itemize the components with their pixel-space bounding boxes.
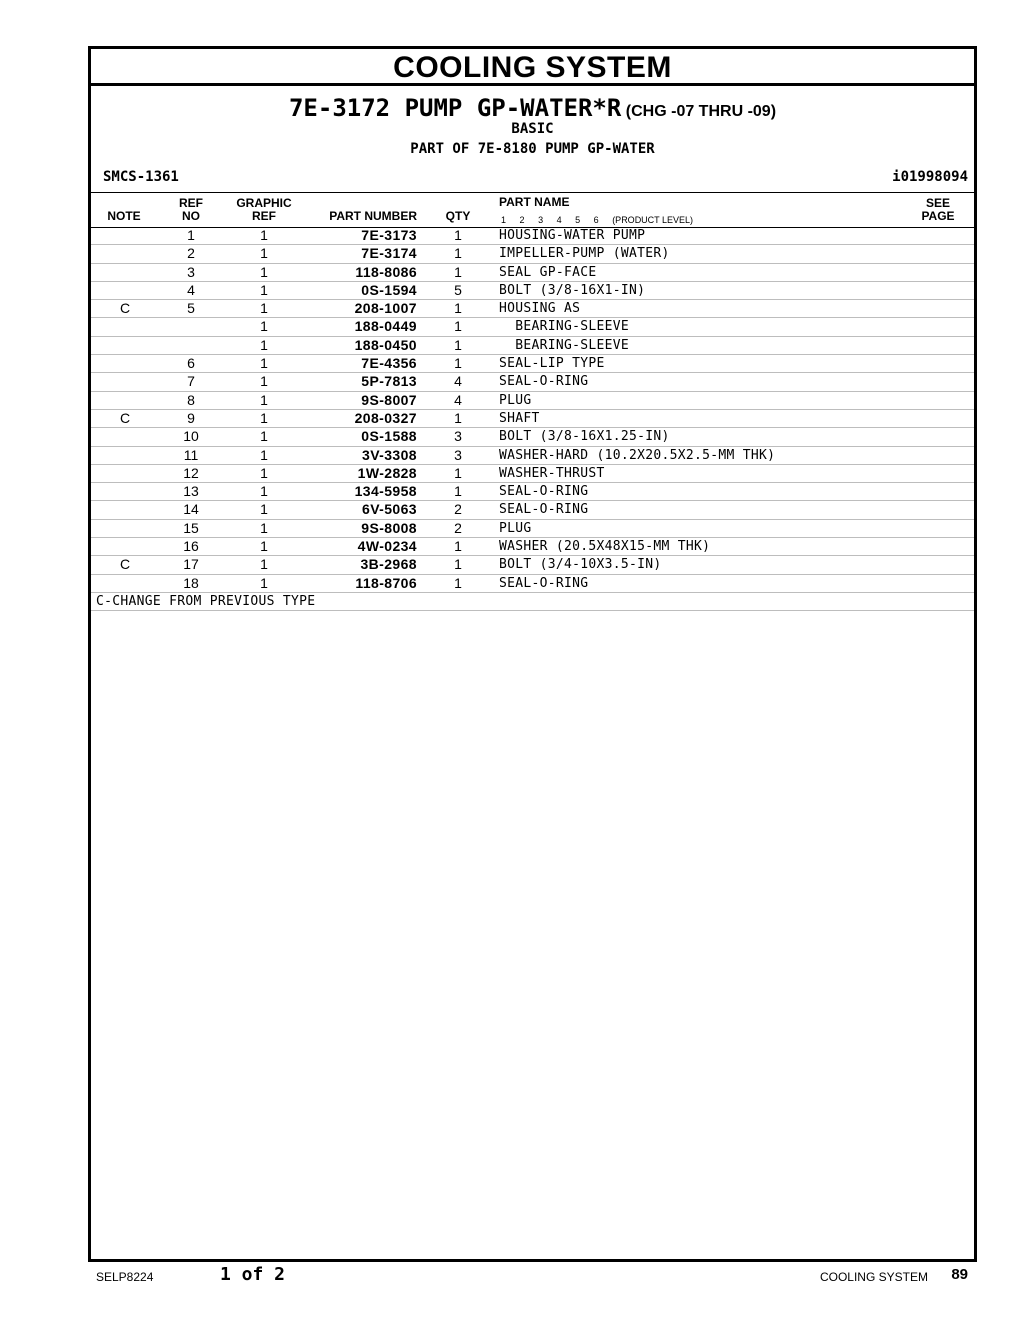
- footer-page-of: 1 of 2: [220, 1264, 286, 1285]
- part-number-cell: 7E-4356: [361, 355, 417, 372]
- part-number-cell: 9S-8007: [361, 391, 417, 408]
- level-3: 3: [538, 215, 544, 225]
- ref-no-cell: 1: [187, 227, 195, 243]
- footer-doc-id: SELP8224: [96, 1270, 154, 1284]
- table-row: [91, 227, 974, 245]
- table-row: [91, 575, 974, 593]
- qty-cell: 1: [454, 538, 462, 555]
- ref-no-cell: 16: [183, 538, 199, 555]
- table-header: [91, 192, 974, 228]
- header-see-bottom: PAGE: [921, 209, 955, 223]
- part-name-cell: BOLT (3/8-16X1.25-IN): [499, 429, 670, 445]
- illustration-id: i01998094: [892, 169, 968, 185]
- qty-cell: 1: [454, 336, 462, 353]
- part-name-cell: BOLT (3/8-16X1-IN): [499, 282, 646, 298]
- part-name-cell: PLUG: [499, 520, 532, 536]
- header-ref-bottom: NO: [182, 209, 200, 223]
- note-cell: C: [119, 556, 131, 573]
- graphic-ref-cell: 1: [260, 391, 268, 408]
- ref-no-cell: 11: [183, 446, 199, 463]
- part-number-cell: 3V-3308: [362, 446, 417, 463]
- part-number-cell: 188-0449: [354, 318, 417, 335]
- header-qty: QTY: [445, 209, 471, 223]
- table-row: [91, 355, 974, 373]
- part-name-cell: SEAL-O-RING: [499, 484, 589, 500]
- part-name-cell: WASHER-HARD (10.2X20.5X2.5-MM THK): [499, 447, 776, 463]
- part-name-cell: IMPELLER-PUMP (WATER): [499, 246, 670, 262]
- qty-cell: 2: [454, 501, 462, 518]
- qty-cell: 1: [454, 318, 462, 335]
- change-footnote: C-CHANGE FROM PREVIOUS TYPE: [96, 593, 316, 609]
- graphic-ref-cell: 1: [260, 409, 268, 426]
- qty-cell: 4: [454, 391, 462, 408]
- table-row: [91, 282, 974, 300]
- table-row: [91, 392, 974, 410]
- part-number-cell: 1W-2828: [357, 464, 417, 481]
- part-number-cell: 7E-3174: [361, 245, 417, 262]
- note-cell: C: [119, 300, 131, 317]
- ref-no-cell: 5: [187, 300, 195, 317]
- table-row: [91, 556, 974, 574]
- group-title: [91, 94, 974, 122]
- footnote-row: [91, 593, 974, 611]
- part-name-cell: SEAL-O-RING: [499, 374, 589, 390]
- part-name-cell: SEAL-O-RING: [499, 575, 589, 591]
- header-note: NOTE: [107, 209, 141, 223]
- graphic-ref-cell: 1: [260, 245, 268, 262]
- ref-no-cell: 7: [187, 373, 195, 390]
- qty-cell: 1: [454, 355, 462, 372]
- group-basic-label: BASIC: [511, 121, 554, 137]
- part-name-cell: HOUSING-WATER PUMP: [499, 228, 646, 243]
- table-row: [91, 300, 974, 318]
- qty-cell: 1: [454, 300, 462, 317]
- part-name-cell: SEAL-O-RING: [499, 502, 589, 518]
- graphic-ref-cell: 1: [260, 538, 268, 555]
- footer-page-number: 89: [951, 1266, 968, 1283]
- ref-no-cell: 18: [183, 574, 199, 591]
- graphic-ref-cell: 1: [260, 501, 268, 518]
- table-row: [91, 410, 974, 428]
- graphic-ref-cell: 1: [260, 227, 268, 243]
- smcs-code: SMCS-1361: [103, 169, 179, 185]
- graphic-ref-cell: 1: [260, 483, 268, 500]
- qty-cell: 4: [454, 373, 462, 390]
- part-number-cell: 4W-0234: [357, 538, 417, 555]
- header-graphic-bottom: REF: [252, 209, 276, 223]
- header-part-name: PART NAME: [499, 195, 570, 209]
- ref-no-cell: 17: [183, 556, 199, 573]
- parts-table-body: [91, 227, 974, 611]
- level-2: 2: [519, 215, 525, 225]
- table-row: [91, 520, 974, 538]
- level-4: 4: [556, 215, 562, 225]
- group-part-of: PART OF 7E-8180 PUMP GP-WATER: [410, 141, 655, 157]
- part-name-cell: SEAL-LIP TYPE: [499, 356, 605, 372]
- part-number-cell: 0S-1594: [361, 281, 417, 298]
- part-number-cell: 208-0327: [354, 409, 417, 426]
- level-caption: (PRODUCT LEVEL): [612, 215, 694, 225]
- note-cell: C: [119, 409, 131, 426]
- qty-cell: 3: [454, 446, 462, 463]
- level-5: 5: [575, 215, 581, 225]
- table-row: [91, 447, 974, 465]
- level-1: 1: [501, 215, 507, 225]
- section-title: COOLING SYSTEM: [91, 49, 974, 86]
- part-number-cell: 7E-3173: [361, 227, 417, 243]
- part-name-cell: HOUSING AS: [499, 301, 581, 317]
- ref-no-cell: 9: [187, 409, 195, 426]
- header-graphic-top: GRAPHIC: [236, 196, 292, 210]
- table-row: [91, 318, 974, 336]
- part-name-cell: WASHER-THRUST: [499, 465, 605, 481]
- part-name-cell: BOLT (3/4-10X3.5-IN): [499, 557, 662, 573]
- group-number-name: 7E-3172 PUMP GP-WATER*R: [288, 94, 622, 122]
- footer-section: COOLING SYSTEM: [819, 1270, 928, 1284]
- ref-no-cell: 14: [183, 501, 199, 518]
- part-number-cell: 0S-1588: [361, 428, 417, 445]
- part-name-cell: SEAL GP-FACE: [499, 264, 597, 280]
- level-6: 6: [593, 215, 599, 225]
- part-number-cell: 188-0450: [354, 336, 417, 353]
- table-row: [91, 245, 974, 263]
- table-row: [91, 501, 974, 519]
- ref-no-cell: 15: [183, 519, 199, 536]
- ref-no-cell: 8: [187, 391, 195, 408]
- qty-cell: 1: [454, 245, 462, 262]
- graphic-ref-cell: 1: [260, 574, 268, 591]
- ref-no-cell: 13: [183, 483, 199, 500]
- qty-cell: 1: [454, 556, 462, 573]
- graphic-ref-cell: 1: [260, 263, 268, 280]
- table-row: [91, 483, 974, 501]
- graphic-ref-cell: 1: [260, 300, 268, 317]
- qty-cell: 1: [454, 227, 462, 243]
- part-number-cell: 9S-8008: [361, 519, 417, 536]
- graphic-ref-cell: 1: [260, 464, 268, 481]
- graphic-ref-cell: 1: [260, 519, 268, 536]
- header-see-top: SEE: [925, 196, 950, 210]
- qty-cell: 3: [454, 428, 462, 445]
- ref-no-cell: 3: [187, 263, 195, 280]
- group-header: [91, 86, 974, 161]
- table-row: [91, 337, 974, 355]
- part-number-cell: 3B-2968: [360, 556, 417, 573]
- table-row: [91, 465, 974, 483]
- part-number-cell: 5P-7813: [361, 373, 417, 390]
- qty-cell: 1: [454, 483, 462, 500]
- header-ref-top: REF: [179, 196, 203, 210]
- graphic-ref-cell: 1: [260, 336, 268, 353]
- graphic-ref-cell: 1: [260, 373, 268, 390]
- header-product-levels: [501, 215, 704, 225]
- graphic-ref-cell: 1: [260, 556, 268, 573]
- part-name-cell: WASHER (20.5X48X15-MM THK): [499, 539, 711, 555]
- part-name-cell: BEARING-SLEEVE: [499, 337, 630, 353]
- group-change-range: (CHG -07 THRU -09): [625, 103, 777, 120]
- parts-list-frame: [88, 46, 977, 1262]
- part-name-cell: BEARING-SLEEVE: [499, 319, 630, 335]
- qty-cell: 2: [454, 519, 462, 536]
- qty-cell: 5: [454, 281, 462, 298]
- qty-cell: 1: [454, 263, 462, 280]
- graphic-ref-cell: 1: [260, 318, 268, 335]
- ref-no-cell: 12: [183, 464, 199, 481]
- graphic-ref-cell: 1: [260, 446, 268, 463]
- ref-no-cell: 2: [187, 245, 195, 262]
- qty-cell: 1: [454, 464, 462, 481]
- table-row: [91, 428, 974, 446]
- ref-no-cell: 6: [187, 355, 195, 372]
- part-number-cell: 118-8706: [355, 574, 417, 591]
- part-number-cell: 118-8086: [355, 263, 417, 280]
- part-name-cell: SHAFT: [499, 410, 540, 426]
- qty-cell: 1: [454, 409, 462, 426]
- part-name-cell: PLUG: [499, 392, 532, 408]
- part-number-cell: 134-5958: [354, 483, 417, 500]
- graphic-ref-cell: 1: [260, 428, 268, 445]
- table-row: [91, 264, 974, 282]
- table-row: [91, 373, 974, 391]
- graphic-ref-cell: 1: [260, 281, 268, 298]
- table-row: [91, 538, 974, 556]
- ref-no-cell: 4: [187, 281, 195, 298]
- part-number-cell: 208-1007: [354, 300, 417, 317]
- header-part-number: PART NUMBER: [329, 209, 417, 223]
- ref-no-cell: 10: [183, 428, 199, 445]
- part-number-cell: 6V-5063: [362, 501, 417, 518]
- qty-cell: 1: [454, 574, 462, 591]
- graphic-ref-cell: 1: [260, 355, 268, 372]
